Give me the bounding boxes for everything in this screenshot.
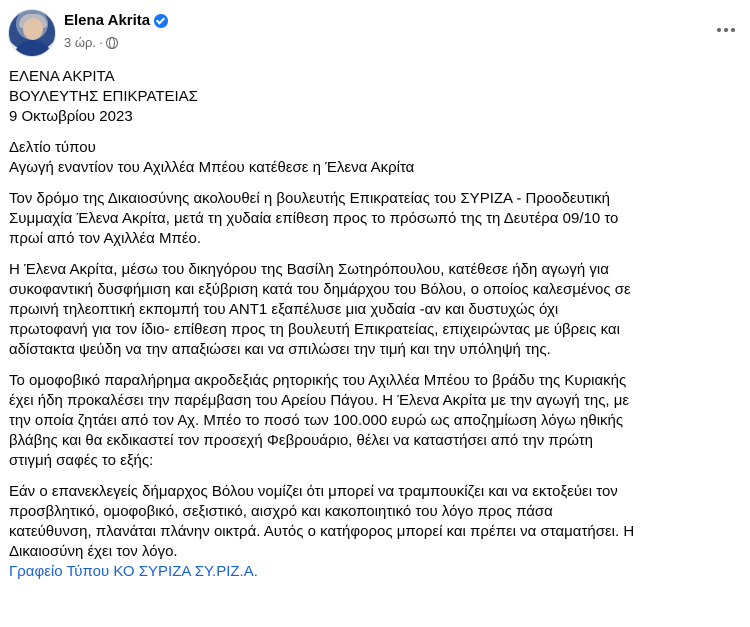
press-line: Δελτίο τύπου bbox=[9, 139, 96, 156]
text-line: Η Έλενα Ακρίτα, μέσω του δικηγόρου της Βασίλη Σωτηρόπουλου, κατέθεσε ήδη αγωγή για bbox=[9, 261, 609, 278]
press-release-title bbox=[9, 138, 741, 178]
post-heading bbox=[9, 67, 741, 127]
author-name[interactable]: Elena Akrita bbox=[64, 12, 151, 29]
text-line: Δικαιοσύνη έχει τον λόγο. bbox=[9, 543, 178, 560]
paragraph-1 bbox=[9, 189, 741, 249]
post-header bbox=[8, 6, 742, 58]
heading-line: ΕΛΕΝΑ ΑΚΡΙΤΑ bbox=[9, 68, 115, 85]
text-line: Συμμαχία Έλενα Ακρίτα, μετά τη χυδαία επίθεση προς το πρόσωπό της τη Δευτέρα 09/10 το bbox=[9, 210, 619, 227]
press-line: Αγωγή εναντίον του Αχιλλέα Μπέου κατέθεσε η Έλενα Ακρίτα bbox=[9, 159, 415, 176]
author-row bbox=[64, 12, 168, 29]
text-line: την οποία ζητάει από τον Αχ. Μπέο το ποσό των 100.000 ευρώ ως αποζημίωση λόγω ηθικής bbox=[9, 412, 624, 429]
text-line: συκοφαντική δυσφήμιση και εξύβριση κατά του δημάρχου του Βόλου, ο οποίος καλεσμένος σε bbox=[9, 281, 631, 298]
heading-line: 9 Οκτωβρίου 2023 bbox=[9, 108, 133, 125]
avatar[interactable] bbox=[8, 9, 56, 57]
text-line: αδίστακτα ψεύδη να την απαξιώσει και να σπιλώσει την τιμή και την υπόληψή της. bbox=[9, 341, 551, 358]
verified-badge-icon bbox=[154, 14, 168, 28]
post-time[interactable]: 3 ώρ. bbox=[64, 35, 96, 50]
text-line: Τον δρόμο της Δικαιοσύνης ακολουθεί η βουλευτής Επικρατείας του ΣΥΡΙΖΑ - Προοδευτική bbox=[9, 190, 610, 207]
text-line: πρωτοφανή για τον ίδιο- επίθεση προς τη βουλευτή Επικρατείας, επιχειρώντας με ύβρεις και bbox=[9, 321, 620, 338]
more-dot-icon bbox=[731, 28, 735, 32]
press-office-link[interactable]: Γραφείο Τύπου ΚΟ ΣΥΡΙΖΑ ΣΥ.ΡΙΖ.Α. bbox=[9, 563, 258, 580]
text-line: πρωινή τηλεοπτική εκπομπή του ΑΝΤ1 εξαπέλυσε μια χυδαία -αν και δυστυχώς όχι bbox=[9, 301, 559, 318]
text-line: Το ομοφοβικό παραλήρημα ακροδεξιάς ρητορικής του Αχιλλέα Μπέου το βράδυ της Κυριακής bbox=[9, 372, 627, 389]
more-dot-icon bbox=[717, 28, 721, 32]
paragraph-3 bbox=[9, 371, 741, 471]
text-line: βλάβης και θα εκδικαστεί τον προσεχή Φεβρουάριο, θέλει να καταστήσει από την πρώτη bbox=[9, 432, 594, 449]
text-line: πρωί από τον Αχιλλέα Μπέο. bbox=[9, 230, 202, 247]
globe-icon[interactable] bbox=[106, 37, 118, 49]
text-line: στιγμή σαφές το εξής: bbox=[9, 452, 154, 469]
text-line: Εάν ο επανεκλεγείς δήμαρχος Βόλου νομίζει ότι μπορεί να τραμπουκίζει και να εκτοξεύει τον bbox=[9, 483, 618, 500]
meta-separator: · bbox=[99, 35, 104, 50]
post-body bbox=[9, 67, 741, 593]
avatar-face-shape bbox=[23, 18, 43, 40]
paragraph-4 bbox=[9, 482, 741, 582]
text-line: κατεύθυνση, πλανάται πλάνην οικτρά. Αυτός ο κατήφορος μπορεί και πρέπει να σταματήσει. Η bbox=[9, 523, 635, 540]
text-line: προσβλητικό, ομοφοβικό, σεξιστικό, αισχρό και κακοποιητικό του λόγο προς πάσα bbox=[9, 503, 553, 520]
paragraph-2 bbox=[9, 260, 741, 360]
more-options-button[interactable] bbox=[710, 16, 742, 44]
text-line: έχει ήδη προκαλέσει την παρέμβαση του Αρείου Πάγου. Η Έλενα Ακρίτα με την αγωγή της, με bbox=[9, 392, 630, 409]
more-dot-icon bbox=[724, 28, 728, 32]
avatar-body-shape bbox=[13, 40, 53, 57]
post-meta bbox=[64, 35, 118, 50]
heading-line: ΒΟΥΛΕΥΤΗΣ ΕΠΙΚΡΑΤΕΙΑΣ bbox=[9, 88, 198, 105]
